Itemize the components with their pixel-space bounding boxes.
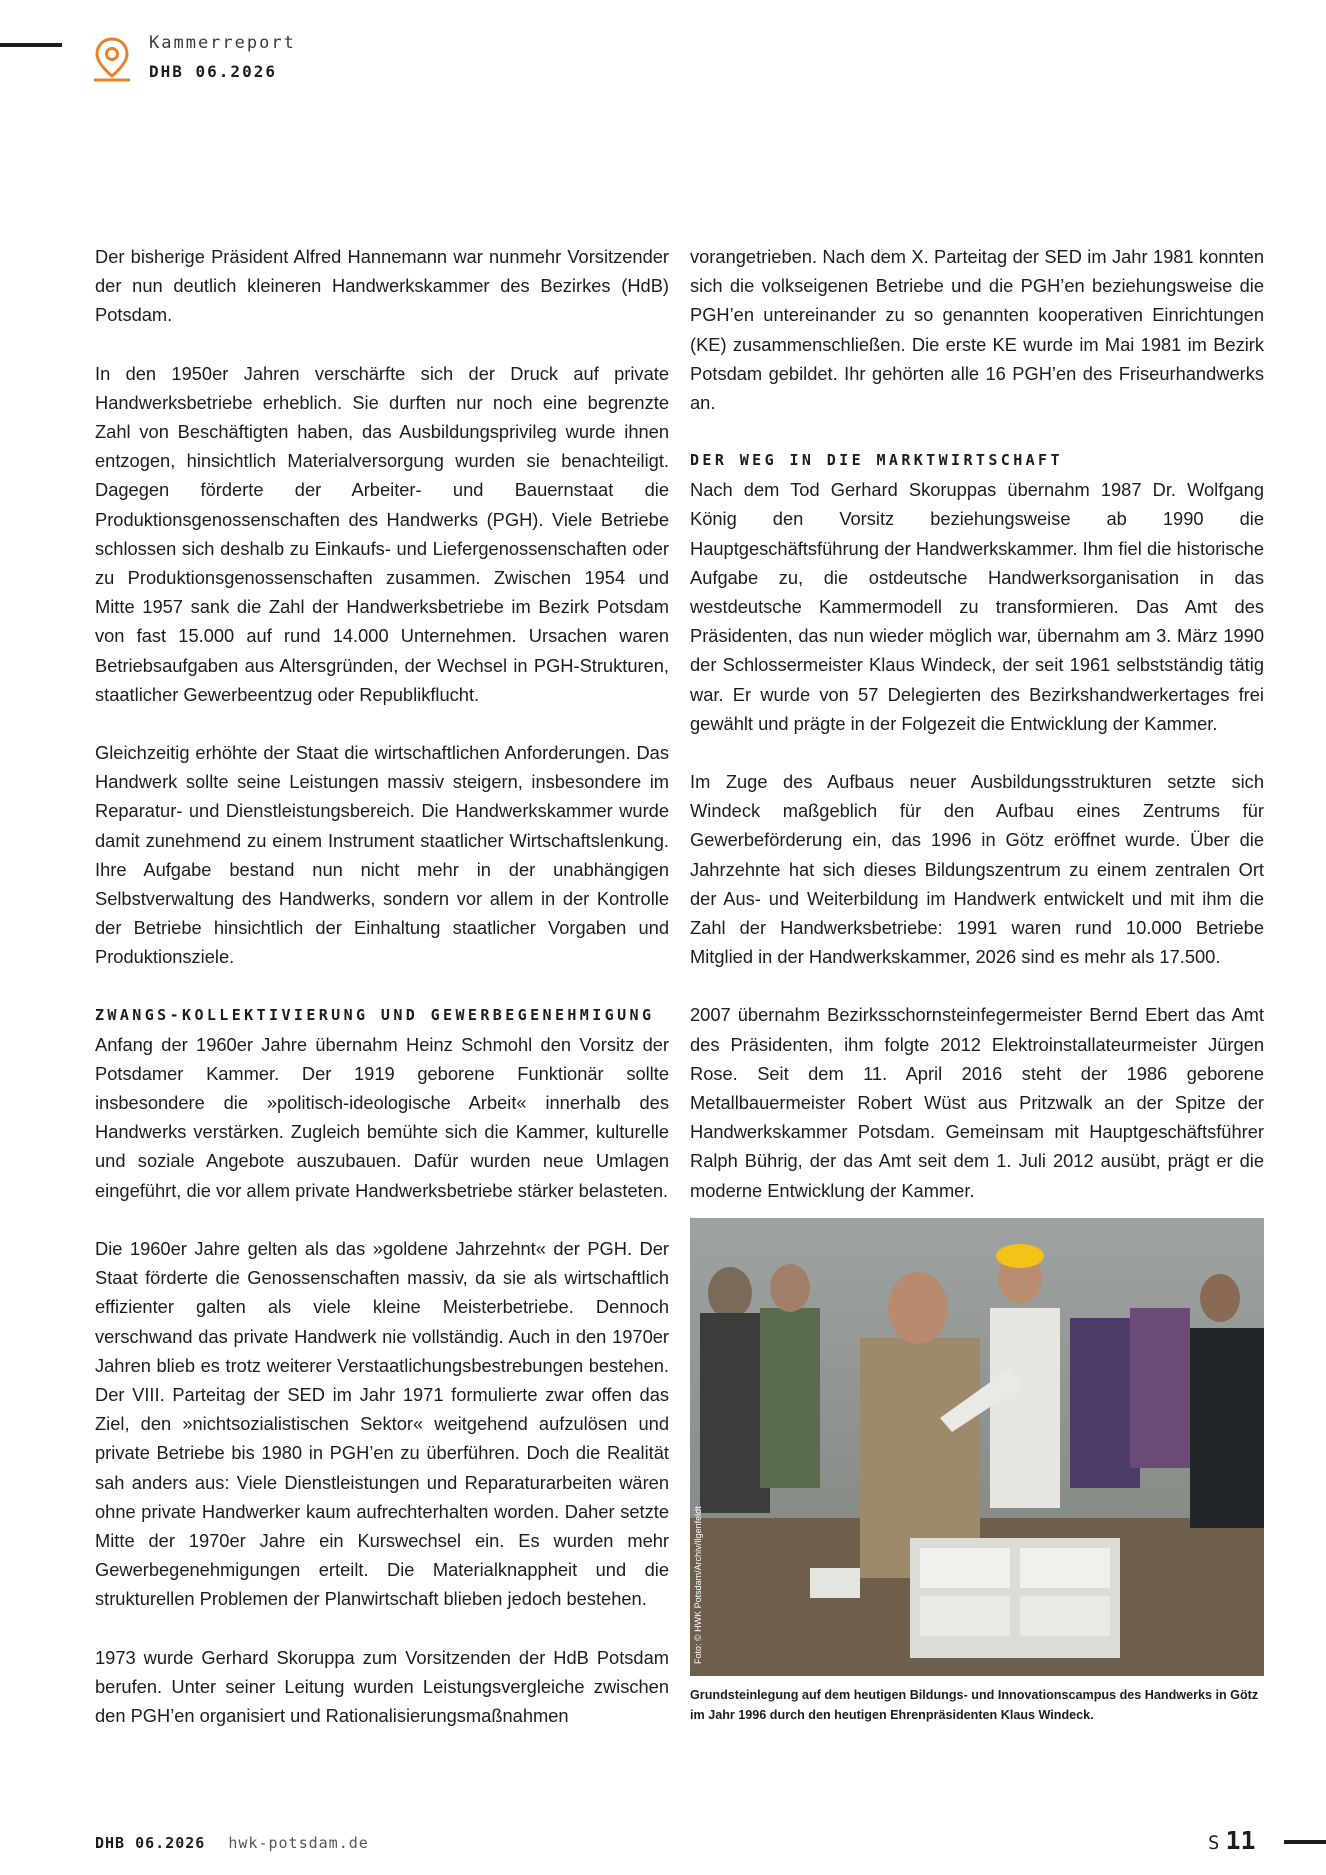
left-column — [95, 242, 669, 1759]
paragraph: Gleichzeitig erhöhte der Staat die wirtschaftlichen Anforderungen. Das Handwerk sollte seine Leistungen massiv steigern, insbesondere im Reparatur- und Dienstleistungsbereich. Die Handwerkskammer wurde damit zunehmend zu einem Instrument staatlicher Wirtschaftslenkung. Ihre Aufgabe bestand nun nicht mehr in der unabhängigen Selbstverwaltung des Handwerks, sondern vor allem in der Kontrolle der Betriebe hinsichtlich der Einhaltung staatlicher Vorgaben und Produktionsziele. — [95, 742, 669, 968]
ceremony-photo — [690, 1218, 1264, 1676]
paragraph: vorangetrieben. Nach dem X. Parteitag der SED im Jahr 1981 konnten sich die volkseigenen Betriebe und die PGH’en beziehungsweise die PGH’en untereinander zu so genannten kooperativen Einrichtungen (KE) zusammenschließen. Die erste KE wurde im Mai 1981 im Bezirk Potsdam gebildet. Ihr gehörten alle 16 PGH’en des Friseurhandwerks an. — [690, 246, 1264, 414]
photo-credit: Foto: © HWK Potsdam/Archiv/Ilgenfeldt — [693, 1506, 703, 1664]
section-label: Kammerreport — [149, 33, 296, 53]
paragraph: 2007 übernahm Bezirksschornsteinfegermeister Bernd Ebert das Amt des Präsidenten, ihm folgte 2012 Elektroinstallateurmeister Jürgen Rose. Seit dem 11. April 2016 steht der 1986 geborene Metallbauermeister Robert Wüst aus Pritzwalk an der Spitze der Handwerkskammer Potsdam. Gemeinsam mit Hauptgeschäftsführer Ralph Bührig, der das Amt seit dem 1. Juli 2012 ausübt, prägt er die moderne Entwicklung der Kammer. — [690, 1004, 1264, 1201]
paragraph: Nach dem Tod Gerhard Skoruppas übernahm 1987 Dr. Wolfgang König den Vorsitz beziehungsweise ab 1990 die Hauptgeschäftsführung der Handwerkskammer. Ihm fiel die historische Aufgabe zu, die ostdeutsche Handwerksorganisation in das westdeutsche Kammermodell zu transformieren. Das Amt des Präsidenten, das nun wieder möglich war, übernahm am 3. März 1990 der Schlossermeister Klaus Windeck, der seit 1961 selbstständig tätig war. Er wurde von 57 Delegierten des Bezirkshandwerkertages frei gewählt und prägte in der Folgezeit die Entwicklung der Kammer. — [690, 479, 1264, 734]
page-number-value: 11 — [1225, 1826, 1256, 1855]
caption-line: im Jahr 1996 durch den heutigen Ehrenpräsidenten Klaus Windeck. — [690, 1708, 1094, 1722]
caption-line: Grundsteinlegung auf dem heutigen Bildungs- und Innovationscampus des Handwerks in Götz — [690, 1688, 1259, 1702]
footer-url[interactable]: hwk-potsdam.de — [228, 1834, 369, 1852]
footer-left — [95, 1834, 369, 1852]
paragraph: 1973 wurde Gerhard Skoruppa zum Vorsitzenden der HdB Potsdam berufen. Unter seiner Leitung wurden Leistungsvergleiche zwischen den PGH’en organisiert und Rationalisierungsmaßnahmen — [95, 1646, 669, 1726]
paragraph: Die 1960er Jahre gelten als das »goldene Jahrzehnt« der PGH. Der Staat förderte die Genossenschaften massiv, da sie als wirtschaftlich effizienter galten als viele kleine Meisterbetriebe. Dennoch verschwand das private Handwerk nie vollständig. Auch in den 1970er Jahren blieb es trotz weiterer Verstaatlichungsbestrebungen bestehen. Der VIII. Parteitag der SED im Jahr 1971 formulierte zwar offen das Ziel, den »nichtsozialistischen Sektor« weitgehend aufzulösen und private Betriebe bis 1980 in PGH’en zu überführen. Doch die Realität sah anders aus: Viele Dienstleistungen und Reparaturarbeiten wären ohne private Handwerker kaum aufrechterhalten worden. Daher setzte Mitte der 1970er Jahre ein Kurswechsel ein. Es wurden mehr Gewerbegenehmigungen erteilt. Die Materialknappheit und die strukturellen Problemen der Planwirtschaft blieben jedoch bestehen. — [95, 1237, 669, 1610]
footer-rule — [1284, 1840, 1326, 1844]
paragraph: Anfang der 1960er Jahre übernahm Heinz Schmohl den Vorsitz der Potsdamer Kammer. Der 1919 geborene Funktionär sollte insbesondere die »politisch-ideologische Arbeit« innerhalb des Handwerks verstärken. Zugleich bemühte sich die Kammer, kulturelle und soziale Angebote auszubauen. Dafür wurden neue Umlagen eingeführt, die vor allem private Handwerksbetriebe stärker belasteten. — [95, 1033, 669, 1201]
section-heading: ZWANGS-KOLLEKTIVIERUNG UND GEWERBEGENEHMIGUNG — [95, 1005, 655, 1024]
paragraph: Der bisherige Präsident Alfred Hannemann war nunmehr Vorsitzender der nun deutlich kleineren Handwerkskammer des Bezirkes (HdB) Potsdam. — [95, 246, 669, 326]
photo-caption — [690, 1685, 1264, 1725]
paragraph: In den 1950er Jahren verschärfte sich der Druck auf private Handwerksbetriebe erheblich. Sie durften nur noch eine begrenzte Zahl von Beschäftigten haben, das Ausbildungsprivileg wurde ihnen entzogen, hinsichtlich Materialversorgung wurden sie benachteiligt. Dagegen förderte der Arbeiter- und Bauernstaat die Produktionsgenossenschaften des Handwerks (PGH). Viele Betriebe schlossen sich deshalb zu Einkaufs- und Liefergenossenschaften oder zu Produktionsgenossenschaften zusammen. Zwischen 1954 und Mitte 1957 sank die Zahl der Handwerksbetriebe im Bezirk Potsdam von fast 15.000 auf rund 14.000 Unternehmen. Ursachen waren Betriebsaufgaben aus Altersgründen, der Wechsel in PGH-Strukturen, staatlicher Gewerbeentzug oder Republikflucht. — [95, 362, 669, 705]
footer-issue: DHB 06.2026 — [95, 1834, 206, 1852]
page-prefix: S — [1208, 1832, 1220, 1854]
paragraph: Im Zuge des Aufbaus neuer Ausbildungsstrukturen setzte sich Windeck maßgeblich für den Aufbau eines Zentrums für Gewerbeförderung ein, das 1996 in Götz eröffnet wurde. Über die Jahrzehnte hat sich dieses Bildungszentrum zu einem zentralen Ort der Aus- und Weiterbildung im Handwerk entwickelt und mit ihm die Zahl der Handwerksbetriebe: 1991 waren rund 10.000 Betriebe Mitglied in der Handwerkskammer, 2026 sind es mehr als 17.500. — [690, 771, 1264, 968]
location-pin-icon — [92, 36, 132, 82]
page-number — [1208, 1826, 1256, 1855]
issue-label: DHB 06.2026 — [149, 62, 277, 81]
section-heading: DER WEG IN DIE MARKTWIRTSCHAFT — [690, 451, 1063, 470]
header-rule — [0, 43, 62, 47]
right-column — [690, 242, 1264, 1234]
